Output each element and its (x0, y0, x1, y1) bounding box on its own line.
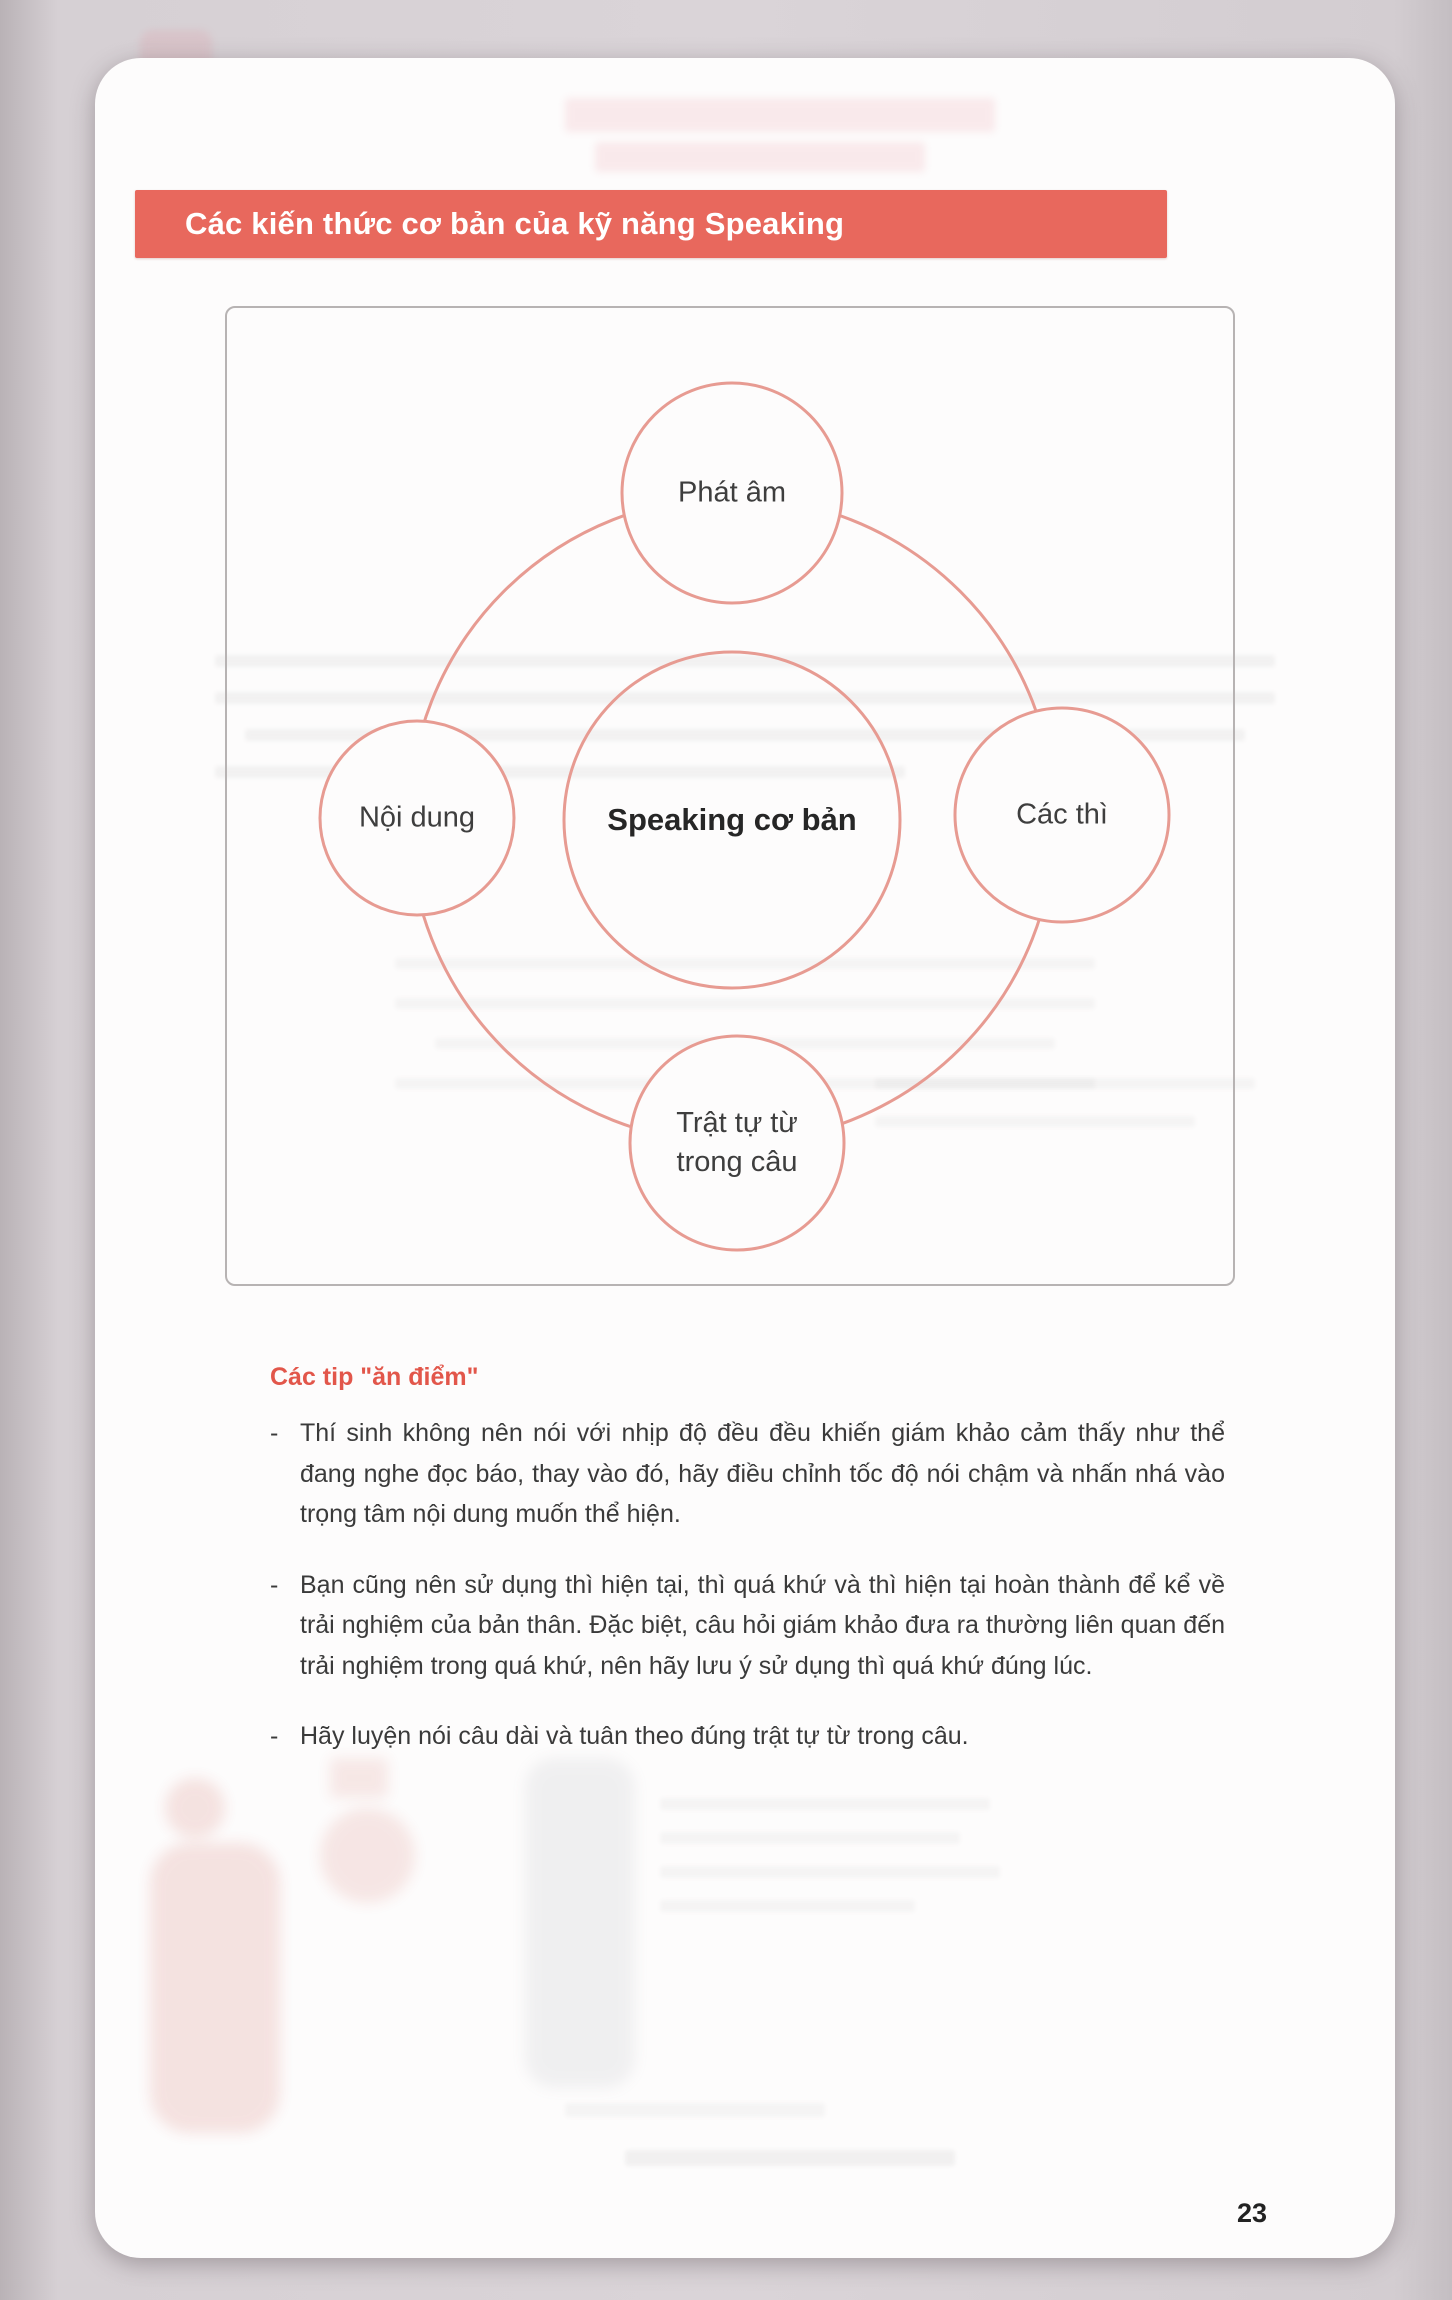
bleed-through-figure-body (150, 1843, 280, 2133)
book-page (95, 58, 1395, 2258)
section-banner (135, 190, 1167, 258)
list-item (270, 1716, 1225, 1757)
page-number: 23 (1236, 2198, 1267, 2228)
tip-text: Hãy luyện nói câu dài và tuân theo đúng trật tự từ trong câu. (300, 1722, 969, 1750)
list-marker: - (270, 1722, 279, 1750)
bleed-through-text-line (660, 1832, 960, 1844)
bleed-through-text-line (565, 2103, 825, 2117)
bleed-through-title-line-2 (595, 142, 925, 172)
node-label-content: Nội dung (358, 801, 476, 834)
tip-text: Thí sinh không nên nói với nhịp độ đều đều khiến giám khảo cảm thấy như thể đang nghe đọc báo, thay vào đó, hãy điều chỉnh tốc độ nói chậm và nhấn nhá vào trọng tâm nội dung muốn thể hiện. (300, 1419, 1225, 1528)
tip-text: Bạn cũng nên sử dụng thì hiện tại, thì quá khứ và thì hiện tại hoàn thành để kể về trải nghiệm của bản thân. Đặc biệt, câu hỏi giám khảo đưa ra thường liên quan đến trải nghiệm trong quá khứ, nên hãy lưu ý sử dụng thì quá khứ đúng lúc. (300, 1570, 1225, 1680)
node-label-word-order: Trật tự từ trong câu (676, 1106, 798, 1178)
list-item (270, 1413, 1225, 1535)
list-item (270, 1565, 1225, 1687)
bleed-through-text-line (660, 1866, 1000, 1878)
bleed-through-flag (330, 1758, 388, 1798)
node-label-pronunciation: Phát âm (678, 476, 786, 509)
section-title: Các kiến thức cơ bản của kỹ năng Speaking (185, 206, 845, 241)
bleed-through-text-line (660, 1798, 990, 1810)
tips-list (270, 1413, 1225, 1787)
bleed-through-title-line-1 (565, 98, 995, 132)
bleed-through-footer (625, 2150, 955, 2166)
node-label-tenses: Các thì (1016, 798, 1108, 831)
bleed-through-starburst (320, 1808, 415, 1903)
tips-heading: Các tip "ăn điểm" (270, 1363, 479, 1391)
diagram-center-label: Speaking cơ bản (607, 802, 857, 837)
speaking-diagram (225, 306, 1235, 1286)
bleed-through-text-line (660, 1900, 915, 1912)
bleed-through-figure-2 (525, 1758, 635, 2088)
list-marker: - (270, 1419, 279, 1447)
bleed-through-figure-head (165, 1778, 225, 1838)
list-marker: - (270, 1570, 279, 1599)
